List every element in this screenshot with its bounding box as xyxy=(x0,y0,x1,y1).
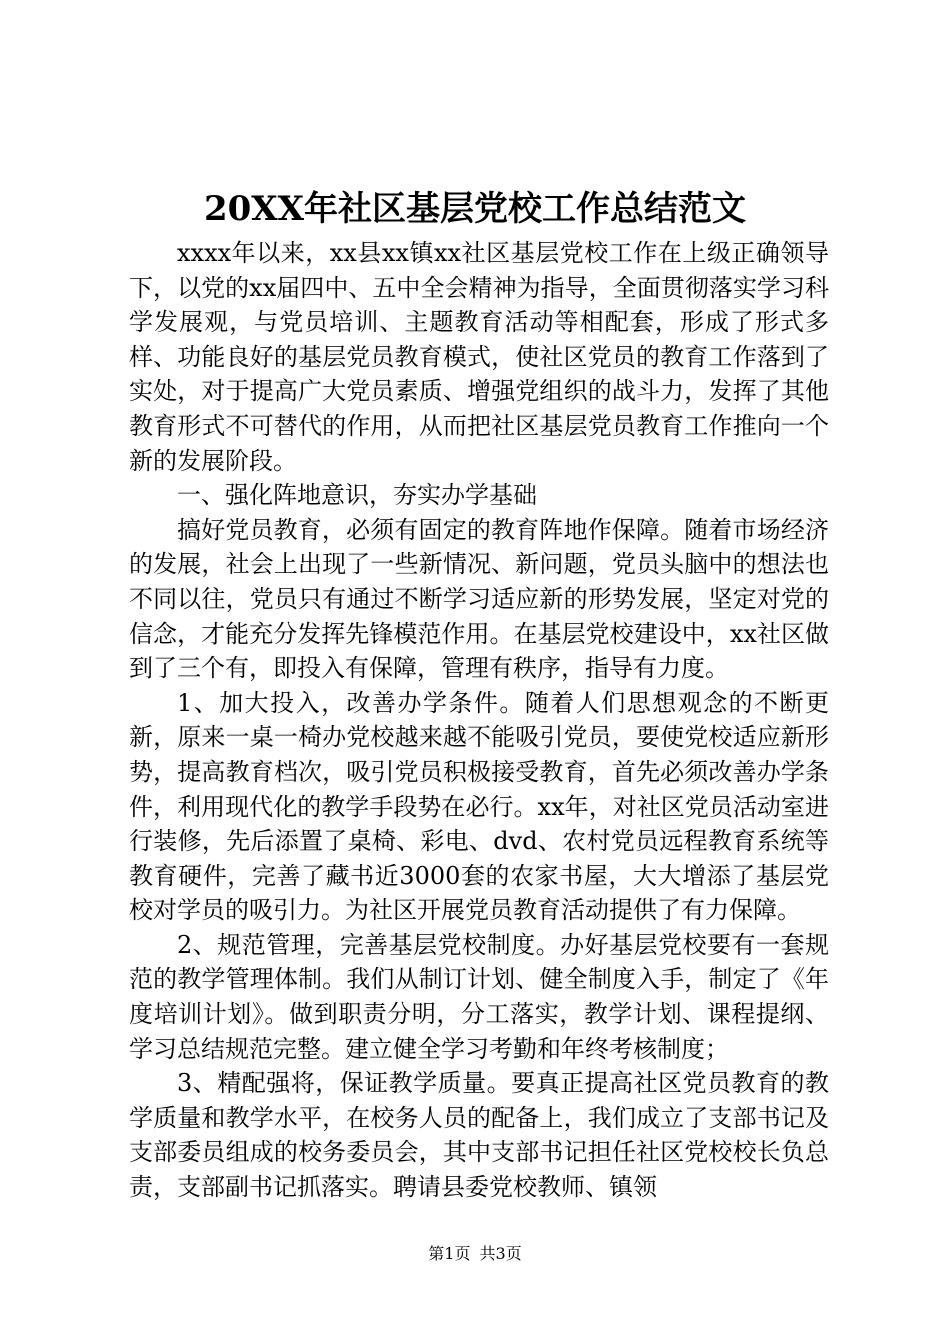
document-body xyxy=(129,236,829,1205)
section-heading-1: 一、强化阵地意识，夯实办学基础 xyxy=(177,481,537,510)
page-total: 共3页 xyxy=(479,1244,522,1263)
page-number: 第1页 xyxy=(428,1244,471,1263)
paragraph-item-1: 1、加大投入，改善办学条件。随着人们思想观念的不断更新，原来一桌一椅办党校越来越不能吸引党员，要使党校适应新形势，提高教育档次，吸引党员积极接受教育，首先必须改善办学条件，利用现代化的教学手段势在必行。xx年，对社区党员活动室进行装修，先后添置了桌椅、彩电、dvd、农村党员远程教育系统等教育硬件，完善了藏书近3000套的农家书屋，大大增添了基层党校对学员的吸引力。为社区开展党员教育活动提供了有力保障。 xyxy=(129,688,829,925)
paragraph-item-3: 3、精配强将，保证教学质量。要真正提高社区党员教育的教学质量和教学水平，在校务人员的配备上，我们成立了支部书记及支部委员组成的校务委员会，其中支部书记担任社区党校校长负总责，支部副书记抓落实。聘请县委党校教师、镇领 xyxy=(129,1069,829,1202)
page-footer xyxy=(0,1244,950,1264)
paragraph-section-1: 搞好党员教育，必须有固定的教育阵地作保障。随着市场经济的发展，社会上出现了一些新情况、新问题，党员头脑中的想法也不同以往，党员只有通过不断学习适应新的形势发展，坚定对党的信念，才能充分发挥先锋模范作用。在基层党校建设中，xx社区做到了三个有，即投入有保障，管理有秩序，指导有力度。 xyxy=(129,515,829,683)
paragraph-item-2: 2、规范管理，完善基层党校制度。办好基层党校要有一套规范的教学管理体制。我们从制订计划、健全制度入手，制定了《年度培训计划》。做到职责分明，分工落实，教学计划、课程提纲、学习总结规范完整。建立健全学习考勤和年终考核制度； xyxy=(129,930,829,1063)
paragraph-intro: xxxx年以来，xx县xx镇xx社区基层党校工作在上级正确领导下，以党的xx届四中、五中全会精神为指导，全面贯彻落实学习科学发展观，与党员培训、主题教育活动等相配套，形成了形式多样、功能良好的基层党员教育模式，使社区党员的教育工作落到了实处，对于提高广大党员素质、增强党组织的战斗力，发挥了其他教育形式不可替代的作用，从而把社区基层党员教育工作推向一个新的发展阶段。 xyxy=(129,239,829,475)
document-title: 20XX年社区基层党校工作总结范文 xyxy=(203,189,747,229)
